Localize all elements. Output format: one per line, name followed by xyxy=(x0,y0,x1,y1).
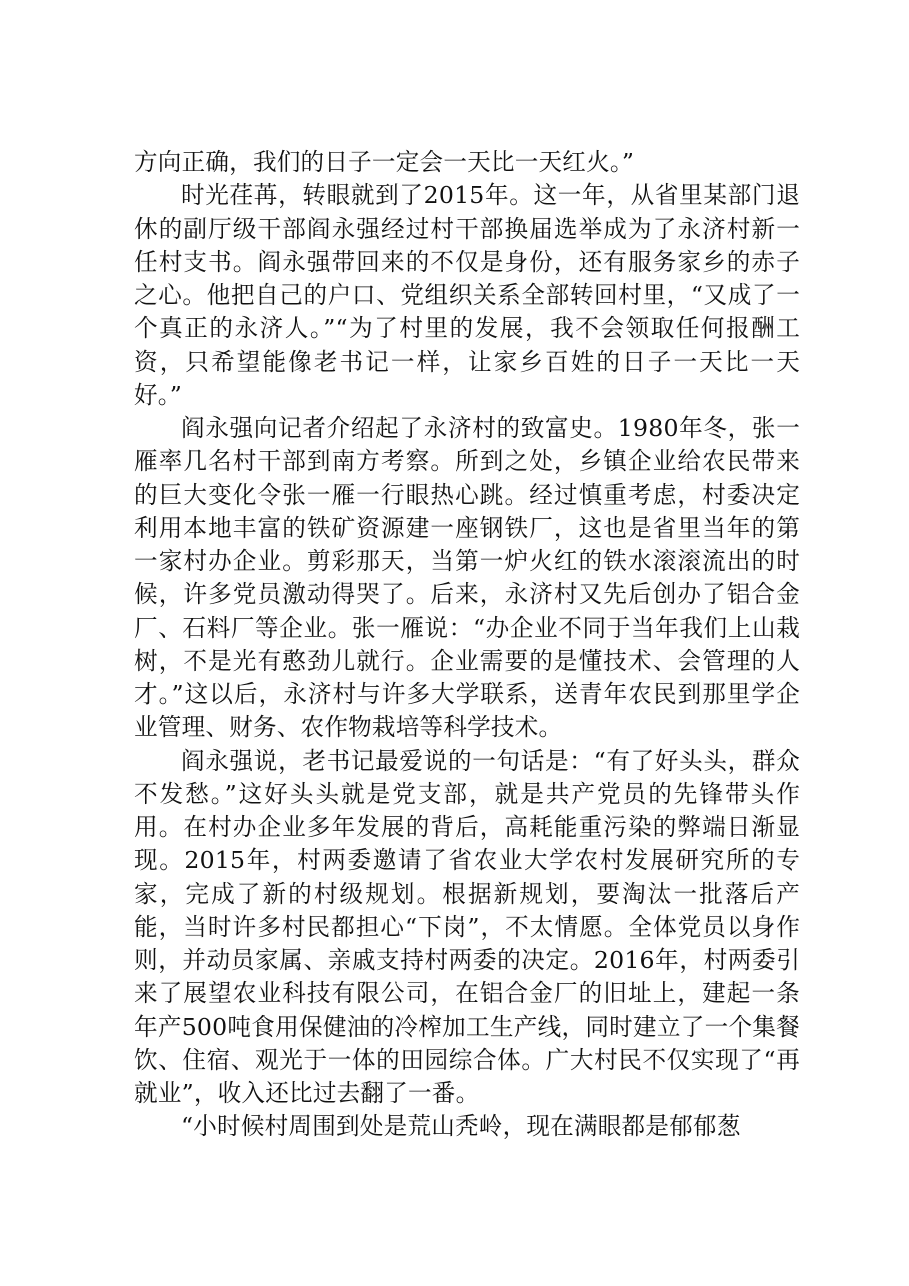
paragraph-party-leadership: 阎永强说，老书记最爱说的一句话是：“有了好头头，群众不发愁。”这好头头就是党支部，就是共产党员的先锋带头作用。在村办企业多年发展的背后，高耗能重污染的弊端日渐显现。2015年，村两委邀请了省农业大学农村发展研究所的专家，完成了新的村级规划。根据新规划，要淘汰一批落后产能，当时许多村民都担心“下岗”，不太情愿。全体党员以身作则，并动员家属、亲戚支持村两委的决定。2016年，村两委引来了展望农业科技有限公司，在铝合金厂的旧址上，建起一条年产500吨食用保健油的冷榨加工生产线，同时建立了一个集餐饮、住宿、观光于一体的田园综合体。广大村民不仅实现了“再就业”，收入还比过去翻了一番。 xyxy=(134,746,800,1107)
paragraph-continuation: 方向正确，我们的日子一定会一天比一天红火。” xyxy=(134,148,635,176)
paragraph-childhood-quote: “小时候村周围到处是荒山秃岭，现在满眼都是郁郁葱 xyxy=(181,1112,741,1141)
paragraph-2015-new-secretary: 时光荏苒，转眼就到了2015年。这一年，从省里某部门退休的副厅级干部阎永强经过村干部换届选举成为了永济村新一任村支书。阎永强带回来的不仅是身份，还有服务家乡的赤子之心。他把自己的户口、党组织关系全部转回村里，“又成了一个真正的永济人。”“为了村里的发展，我不会领取任何报酬工资，只希望能像老书记一样，让家乡百姓的日子一天比一天好。” xyxy=(134,181,800,409)
article-body xyxy=(134,146,800,1144)
paragraph-village-history: 阎永强向记者介绍起了永济村的致富史。1980年冬，张一雁率几名村干部到南方考察。所到之处，乡镇企业给农民带来的巨大变化令张一雁一行眼热心跳。经过慎重考虑，村委决定利用本地丰富的铁矿资源建一座钢铁厂，这也是省里当年的第一家村办企业。剪彩那天，当第一炉火红的铁水滚滚流出的时候，许多党员激动得哭了。后来，永济村又先后创办了铝合金厂、石料厂等企业。张一雁说：“办企业不同于当年我们上山栽树，不是光有憨劲儿就行。企业需要的是懂技术、会管理的人才。”这以后，永济村与许多大学联系，送青年农民到那里学企业管理、财务、农作物栽培等科学技术。 xyxy=(134,414,800,742)
